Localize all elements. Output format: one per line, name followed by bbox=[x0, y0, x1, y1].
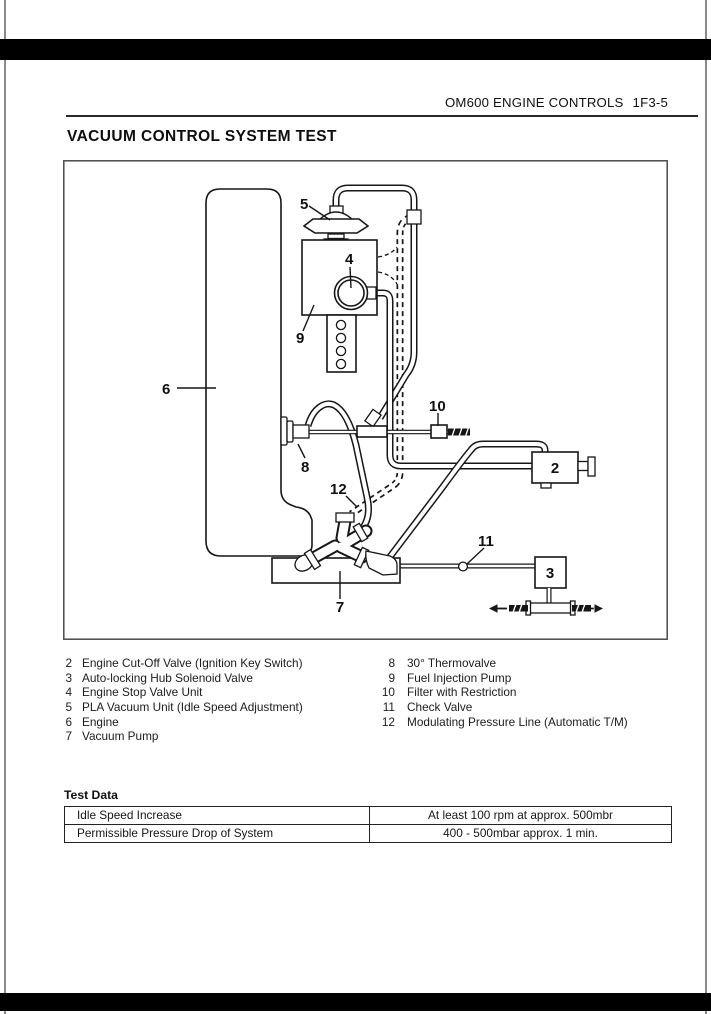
callout-8: 8 bbox=[301, 459, 310, 476]
callout-5: 5 bbox=[300, 196, 309, 213]
legend-column-left bbox=[63, 656, 303, 744]
page-edge-left bbox=[4, 0, 6, 1014]
filter bbox=[431, 425, 447, 438]
legend-item: 2 Engine Cut-Off Valve (Ignition Key Switch) bbox=[65, 656, 303, 670]
table-cell-param: Permissible Pressure Drop of System bbox=[65, 825, 370, 842]
hose-stub-right bbox=[572, 604, 591, 613]
restriction bbox=[448, 428, 470, 437]
header-rule bbox=[66, 115, 698, 117]
running-header bbox=[445, 95, 668, 110]
page-separator-bottom bbox=[0, 993, 711, 1011]
legend-item: 5 PLA Vacuum Unit (Idle Speed Adjustment) bbox=[65, 700, 303, 715]
test-data-table bbox=[64, 806, 672, 843]
callout-9: 9 bbox=[296, 330, 305, 347]
vacuum-diagram bbox=[63, 160, 668, 640]
table-cell-value: 400 - 500mbar approx. 1 min. bbox=[443, 826, 598, 840]
callout-2: 2 bbox=[550, 460, 560, 477]
header-section: OM600 ENGINE CONTROLS bbox=[444, 95, 624, 110]
table-row bbox=[65, 807, 671, 825]
check-valve bbox=[459, 562, 468, 571]
legend-item: 9 Fuel Injection Pump bbox=[388, 670, 512, 685]
table-cell-value: At least 100 rpm at approx. 500mbr bbox=[428, 808, 613, 822]
legend-item: 10 Filter with Restriction bbox=[381, 685, 517, 700]
hose-stub-left bbox=[509, 604, 528, 613]
callout-11: 11 bbox=[478, 533, 494, 550]
callout-6: 6 bbox=[162, 381, 171, 398]
page-separator-top bbox=[0, 39, 711, 60]
callout-12: 12 bbox=[330, 481, 347, 498]
legend-item: 8 30° Thermovalve bbox=[388, 656, 497, 670]
page-edge-right bbox=[705, 0, 707, 1014]
legend-item: 11 Check Valve bbox=[382, 700, 473, 715]
legend-item: 4 Engine Stop Valve Unit bbox=[65, 685, 203, 700]
tube-fitting bbox=[407, 210, 421, 224]
legend-column-right bbox=[379, 656, 628, 729]
legend-item: 12 Modulating Pressure Line (Automatic T/M) bbox=[381, 714, 628, 729]
legend-item: 3 Auto-locking Hub Solenoid Valve bbox=[65, 670, 253, 685]
callout-7: 7 bbox=[335, 599, 345, 616]
page-title: VACUUM CONTROL SYSTEM TEST bbox=[67, 128, 337, 145]
header-page-code: 1F3-5 bbox=[632, 95, 668, 110]
callout-4: 4 bbox=[345, 251, 354, 268]
legend-item: 7 Vacuum Pump bbox=[65, 729, 159, 744]
table-row bbox=[65, 825, 671, 842]
y-top-port bbox=[336, 513, 354, 522]
test-data-heading: Test Data bbox=[64, 788, 118, 802]
legend-item: 6 Engine bbox=[65, 714, 119, 729]
callout-3: 3 bbox=[545, 565, 555, 582]
tee-fitting bbox=[357, 426, 387, 437]
callout-10: 10 bbox=[429, 398, 446, 415]
table-cell-param: Idle Speed Increase bbox=[65, 807, 370, 824]
